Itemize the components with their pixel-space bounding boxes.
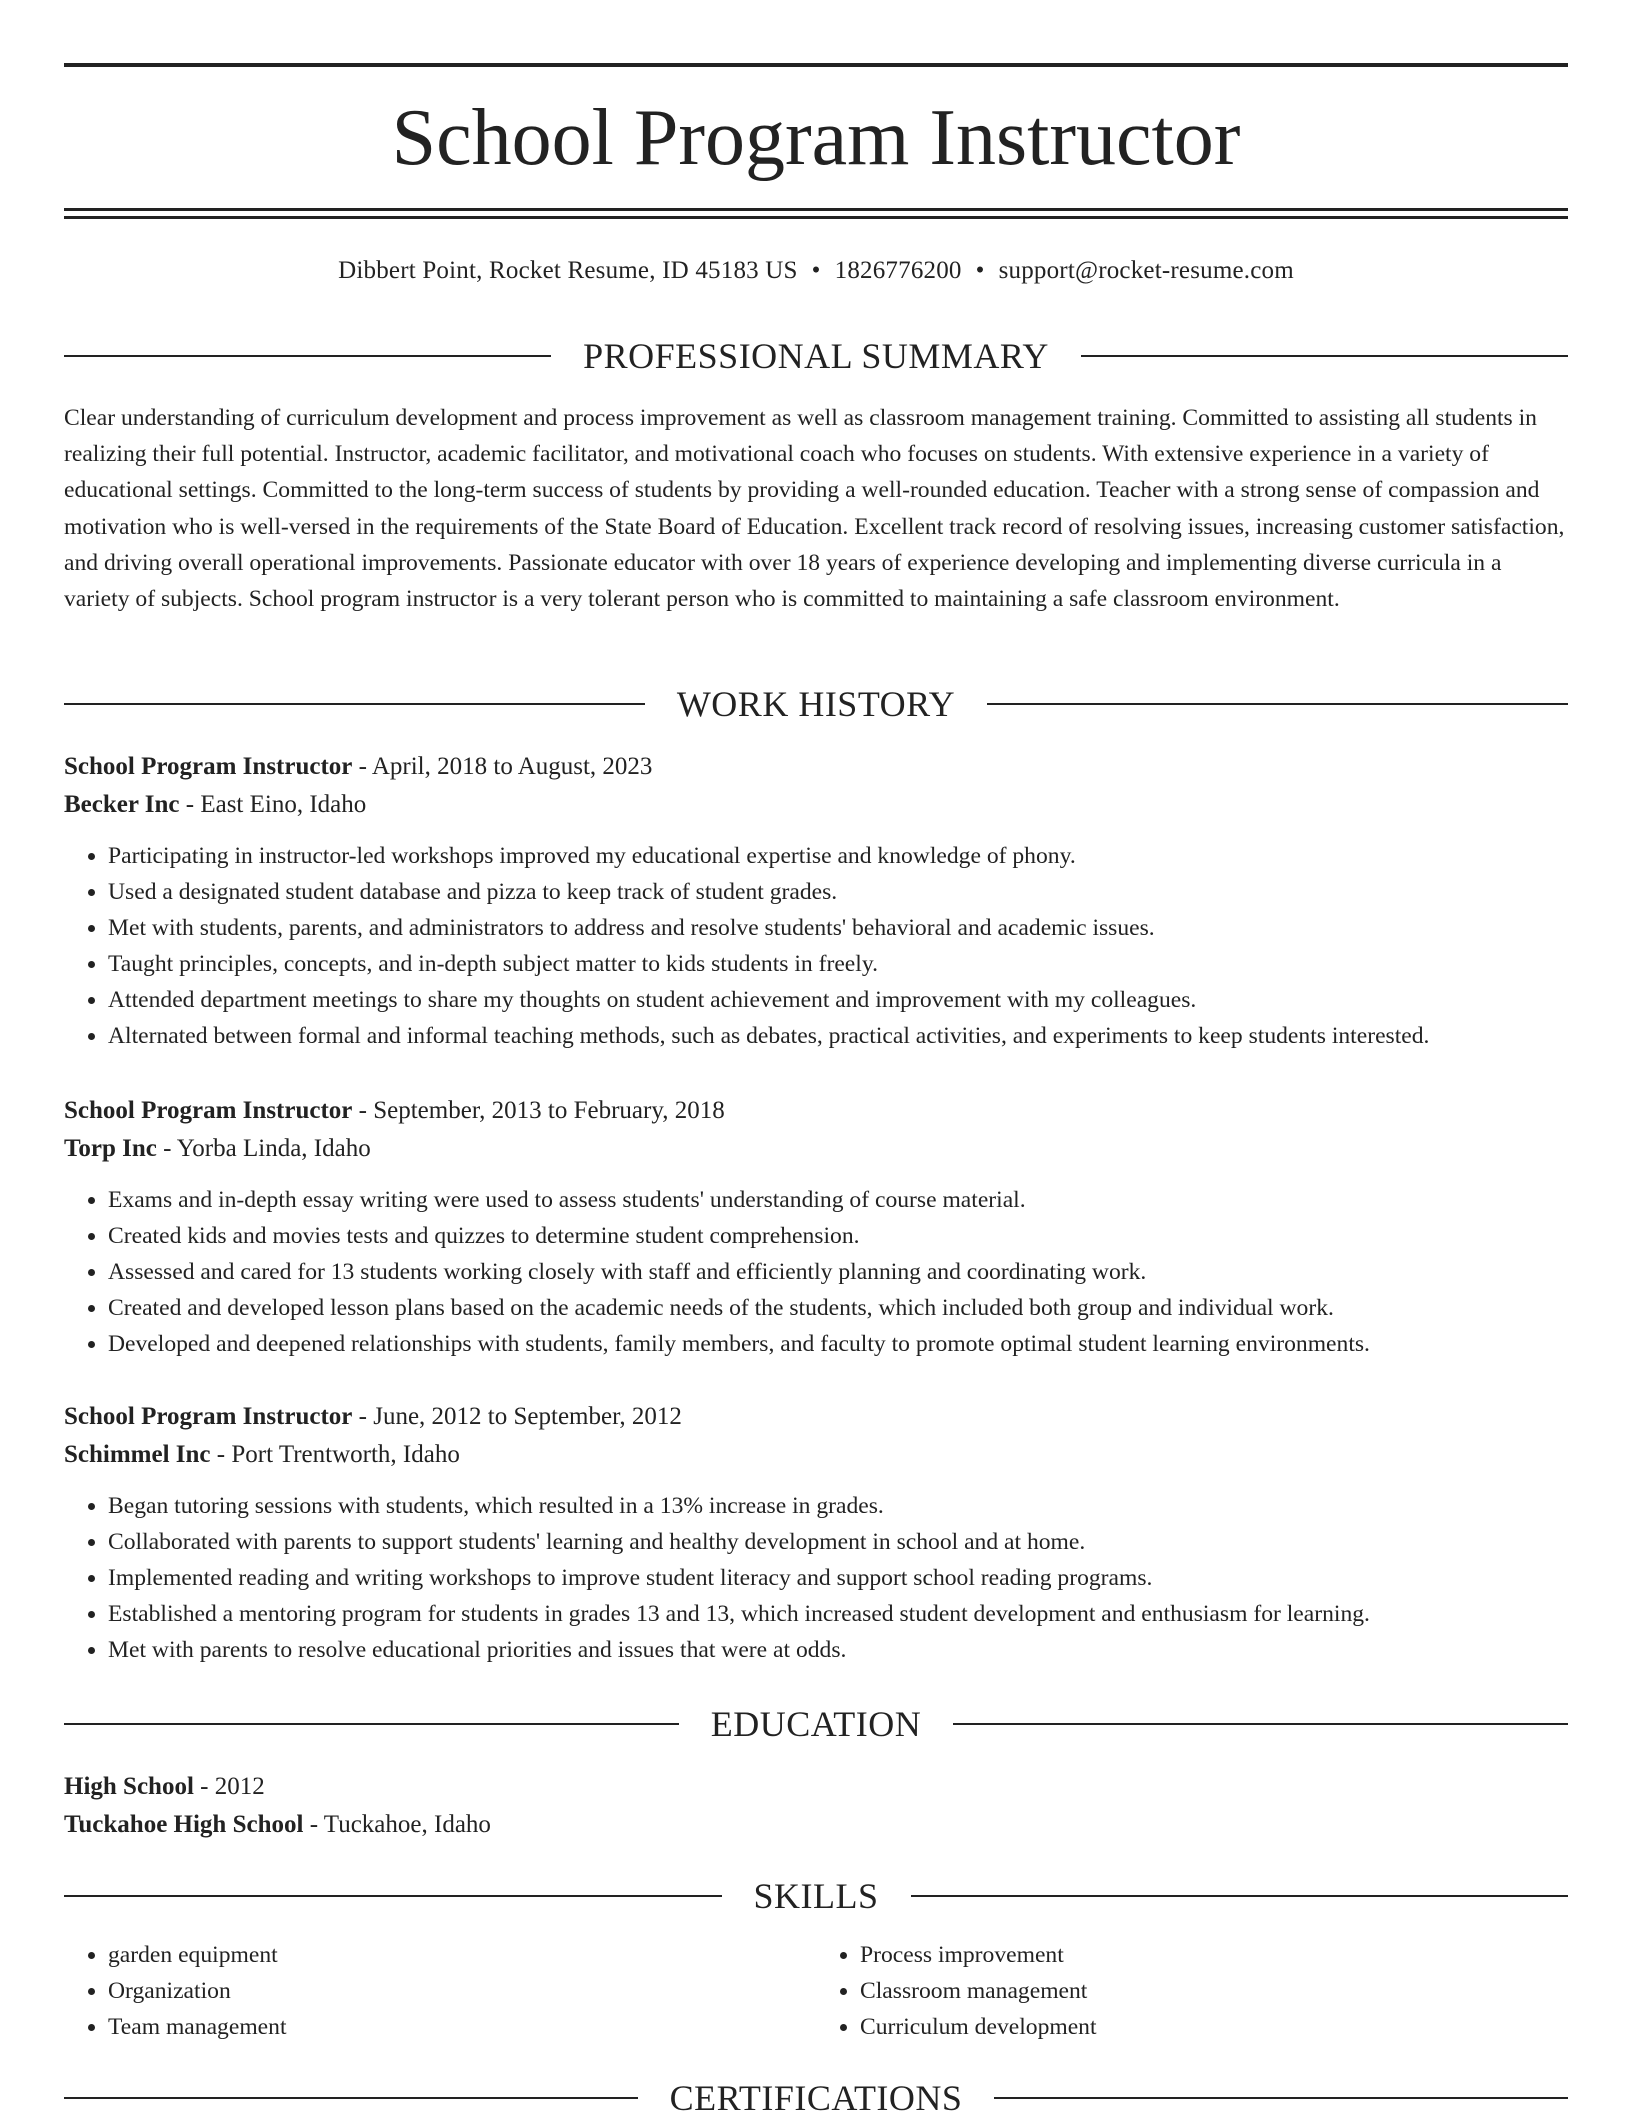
resume-title: School Program Instructor — [391, 94, 1241, 182]
divider — [64, 703, 645, 705]
job-company: Schimmel Inc — [64, 1441, 211, 1468]
list-item: • Attended department meetings to share my thoughts on student achievement and improvement with my colleagues. — [108, 982, 1568, 1018]
job-title-line — [64, 748, 1568, 786]
job-company-line — [64, 1436, 1568, 1474]
list-item: • Met with parents to resolve educational priorities and issues that were at odds. — [108, 1632, 1568, 1668]
job-title: School Program Instructor — [64, 1097, 353, 1124]
education-degree: High School — [64, 1773, 194, 1800]
job-location: - East Eino, Idaho — [179, 791, 367, 818]
job-company: Becker Inc — [64, 791, 180, 818]
skills-column-right — [816, 1937, 1568, 2045]
list-item: • Taught principles, concepts, and in-depth subject matter to kids students in freely. — [108, 946, 1568, 982]
section-heading-education — [64, 1702, 1568, 1746]
divider — [1081, 355, 1568, 357]
list-item: • Created kids and movies tests and quizzes to determine student comprehension. — [108, 1218, 1568, 1254]
section-title: SKILLS — [753, 1876, 879, 1916]
divider — [953, 1723, 1568, 1725]
list-item: • Curriculum development — [860, 2009, 1568, 2045]
job-title: School Program Instructor — [64, 753, 353, 780]
skills-column-left — [64, 1937, 816, 2045]
job-dates: - June, 2012 to September, 2012 — [352, 1403, 682, 1430]
section-heading-skills — [64, 1874, 1568, 1918]
list-item: • garden equipment — [108, 1937, 816, 1973]
divider — [64, 355, 551, 357]
job-title-line — [64, 1092, 1568, 1130]
education-degree-line — [64, 1768, 1568, 1806]
list-item: • Exams and in-depth essay writing were used to assess students' understanding of course material. — [108, 1182, 1568, 1218]
list-item: • Met with students, parents, and administrators to address and resolve students' behavioral and academic issues. — [108, 910, 1568, 946]
job-dates: - September, 2013 to February, 2018 — [352, 1097, 725, 1124]
contact-line — [64, 254, 1568, 288]
list-item: • Alternated between formal and informal teaching methods, such as debates, practical activities, and experiments to keep students interested. — [108, 1018, 1568, 1054]
job-dates: - April, 2018 to August, 2023 — [352, 753, 653, 780]
job-duties — [64, 838, 1568, 1054]
section-title: EDUCATION — [710, 1704, 922, 1744]
contact-separator: • — [975, 257, 985, 284]
list-item: • Organization — [108, 1973, 816, 2009]
job-title: School Program Instructor — [64, 1403, 353, 1430]
section-title: WORK HISTORY — [676, 684, 956, 724]
list-item: • Established a mentoring program for students in grades 13 and 13, which increased student development and enthusiasm for learning. — [108, 1596, 1568, 1632]
list-item: • Began tutoring sessions with students, which resulted in a 13% increase in grades. — [108, 1488, 1568, 1524]
divider — [64, 1723, 679, 1725]
divider — [64, 1895, 722, 1897]
education-school-line — [64, 1806, 1568, 1844]
job-company: Torp Inc — [64, 1135, 157, 1162]
job-company-line — [64, 1130, 1568, 1168]
section-title: CERTIFICATIONS — [669, 2078, 963, 2118]
education-location: - Tuckahoe, Idaho — [303, 1811, 491, 1838]
list-item: • Classroom management — [860, 1973, 1568, 2009]
job-title-line — [64, 1398, 1568, 1436]
contact-address: Dibbert Point, Rocket Resume, ID 45183 US — [338, 257, 798, 284]
divider — [987, 703, 1568, 705]
section-heading-certifications — [64, 2076, 1568, 2120]
list-item: • Process improvement — [860, 1937, 1568, 1973]
education-school: Tuckahoe High School — [64, 1811, 304, 1838]
job-duties — [64, 1488, 1568, 1668]
contact-phone: 1826776200 — [834, 257, 962, 284]
job-entry — [64, 1398, 1568, 1668]
list-item: • Used a designated student database and pizza to keep track of student grades. — [108, 874, 1568, 910]
education-year: - 2012 — [193, 1773, 265, 1800]
list-item: • Developed and deepened relationships with students, family members, and faculty to promote optimal student learning environments. — [108, 1326, 1568, 1362]
top-rule — [64, 63, 1568, 67]
job-entry — [64, 1092, 1568, 1362]
list-item: • Implemented reading and writing workshops to improve student literacy and support school reading programs. — [108, 1560, 1568, 1596]
job-company-line — [64, 786, 1568, 824]
title-rule-upper — [64, 208, 1568, 211]
contact-separator: • — [811, 257, 821, 284]
divider — [911, 1895, 1569, 1897]
summary-paragraph: Clear understanding of curriculum development and process improvement as well as classroom management training. Committed to assisting all students in realizing their full potential. Instructor, academic facilitator, and motivational coach who focuses on students. With extensive experience in a variety of educational settings. Committed to the long-term success of students by providing a well-rounded education. Teacher with a strong sense of compassion and motivation who is well-versed in the requirements of the State Board of Education. Excellent track record of resolving issues, increasing customer satisfaction, and driving overall operational improvements. Passionate educator with over 18 years of experience developing and implementing diverse curricula in a variety of subjects. School program instructor is a very tolerant person who is committed to maintaining a safe classroom environment. — [64, 405, 1565, 613]
section-title: PROFESSIONAL SUMMARY — [583, 336, 1049, 376]
section-heading-summary — [64, 334, 1568, 378]
title-rule-lower — [64, 216, 1568, 219]
list-item: • Participating in instructor-led workshops improved my educational expertise and knowledge of phony. — [108, 838, 1568, 874]
divider — [64, 2097, 638, 2099]
list-item: • Collaborated with parents to support students' learning and healthy development in school and at home. — [108, 1524, 1568, 1560]
list-item: • Created and developed lesson plans based on the academic needs of the students, which included both group and individual work. — [108, 1290, 1568, 1326]
skills-list — [64, 1937, 1568, 2045]
list-item: • Team management — [108, 2009, 816, 2045]
divider — [994, 2097, 1568, 2099]
job-location: - Yorba Linda, Idaho — [156, 1135, 371, 1162]
list-item: • Assessed and cared for 13 students working closely with staff and efficiently planning and coordinating work. — [108, 1254, 1568, 1290]
education-entry — [64, 1768, 1568, 1844]
job-location: - Port Trentworth, Idaho — [210, 1441, 460, 1468]
section-heading-work-history — [64, 682, 1568, 726]
job-duties — [64, 1182, 1568, 1362]
job-entry — [64, 748, 1568, 1054]
contact-email: support@rocket-resume.com — [998, 257, 1294, 284]
